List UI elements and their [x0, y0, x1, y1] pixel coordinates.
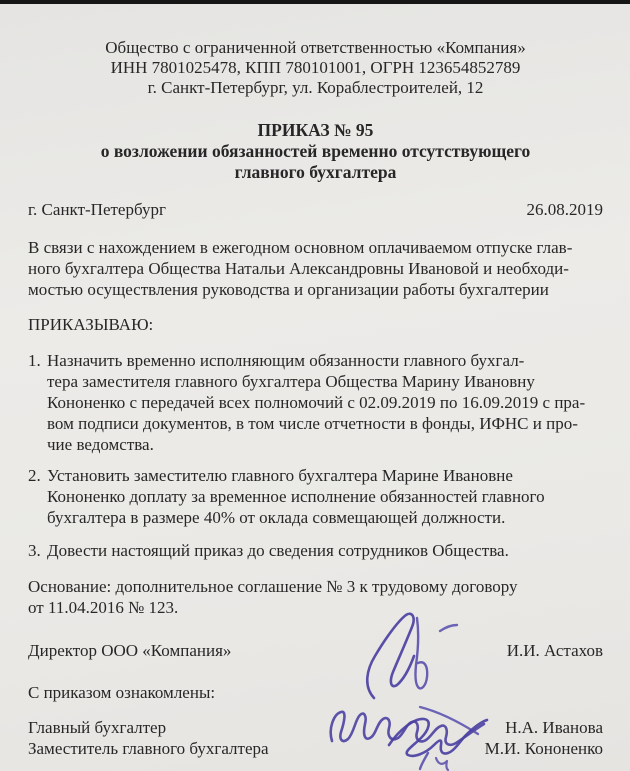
preamble-paragraph [28, 237, 603, 300]
basis-line: от 11.04.2016 № 123. [28, 598, 179, 617]
item-number: 2. [28, 466, 41, 485]
item-text [47, 540, 509, 561]
item-line: Кононенко с передачей всех полномочий с 02.09.2019 по 16.09.2019 с пра- [47, 393, 586, 412]
item-number: 1. [28, 351, 41, 370]
item-line: Назначить временно исполняющим обязанности главного бухгал- [47, 351, 525, 370]
document-title [28, 120, 603, 183]
chief-accountant-name: Н.А. Иванова [505, 718, 603, 737]
basis-line: Основание: дополнительное соглашение № 3 к трудовому договору [28, 577, 518, 596]
item-text [47, 465, 545, 528]
company-header [28, 38, 603, 98]
deputy-accountant-name: М.И. Кононенко [484, 739, 603, 758]
item-line: тера заместителя главного бухгалтера Общества Марину Ивановну [47, 372, 535, 391]
deputy-accountant-title: Заместитель главного бухгалтера [28, 739, 269, 758]
document-content [0, 4, 630, 759]
order-subject-line-2: главного бухгалтера [234, 162, 397, 182]
company-registration-numbers: ИНН 7801025478, КПП 780101001, ОГРН 123654852789 [110, 58, 521, 77]
item-line: бухгалтера в размере 40% от оклада совмещающей должности. [47, 508, 506, 527]
deputy-accountant-sign-row [28, 738, 603, 759]
order-items [28, 350, 603, 561]
chief-accountant-title: Главный бухгалтер [28, 718, 167, 737]
preamble-line: ного бухгалтера Общества Натальи Александровны Ивановой и необходи- [28, 259, 569, 278]
director-title: Директор ООО «Компания» [28, 641, 232, 660]
order-number-line: ПРИКАЗ № 95 [257, 120, 374, 140]
item-line: Установить заместителю главного бухгалтера Марине Ивановне [47, 466, 513, 485]
preamble-line: В связи с нахождением в ежегодном основном оплачиваемом отпуске глав- [28, 238, 573, 257]
item-line: чие ведомства. [47, 435, 154, 454]
basis-paragraph [28, 576, 603, 618]
director-sign-row [28, 640, 603, 661]
order-keyword: ПРИКАЗЫВАЮ: [28, 315, 154, 334]
order-item-3 [28, 540, 603, 561]
order-item-2 [28, 465, 603, 528]
dateline [28, 199, 603, 220]
item-line: Довести настоящий приказ до сведения сотрудников Общества. [47, 541, 509, 560]
item-number: 3. [28, 541, 41, 560]
company-name: Общество с ограниченной ответственностью «Компания» [105, 38, 526, 57]
item-line: Кононенко доплату за временное исполнение обязанностей главного [47, 487, 545, 506]
order-subject-line-1: о возложении обязанностей временно отсутствующего [100, 141, 531, 161]
director-name: И.И. Астахов [506, 641, 603, 660]
acknowledged-label: С приказом ознакомлены: [28, 683, 216, 702]
preamble-line: мостью осуществления руководства и организации работы бухгалтерии [28, 280, 549, 299]
document-date: 26.08.2019 [526, 200, 603, 219]
item-text [47, 350, 585, 455]
document-city: г. Санкт-Петербург [28, 200, 166, 219]
item-line: вом подписи документов, в том числе отчетности в фонды, ИФНС и про- [47, 414, 578, 433]
company-address: г. Санкт-Петербург, ул. Кораблестроителей, 12 [147, 78, 484, 97]
chief-accountant-sign-row [28, 717, 603, 738]
order-item-1 [28, 350, 603, 455]
